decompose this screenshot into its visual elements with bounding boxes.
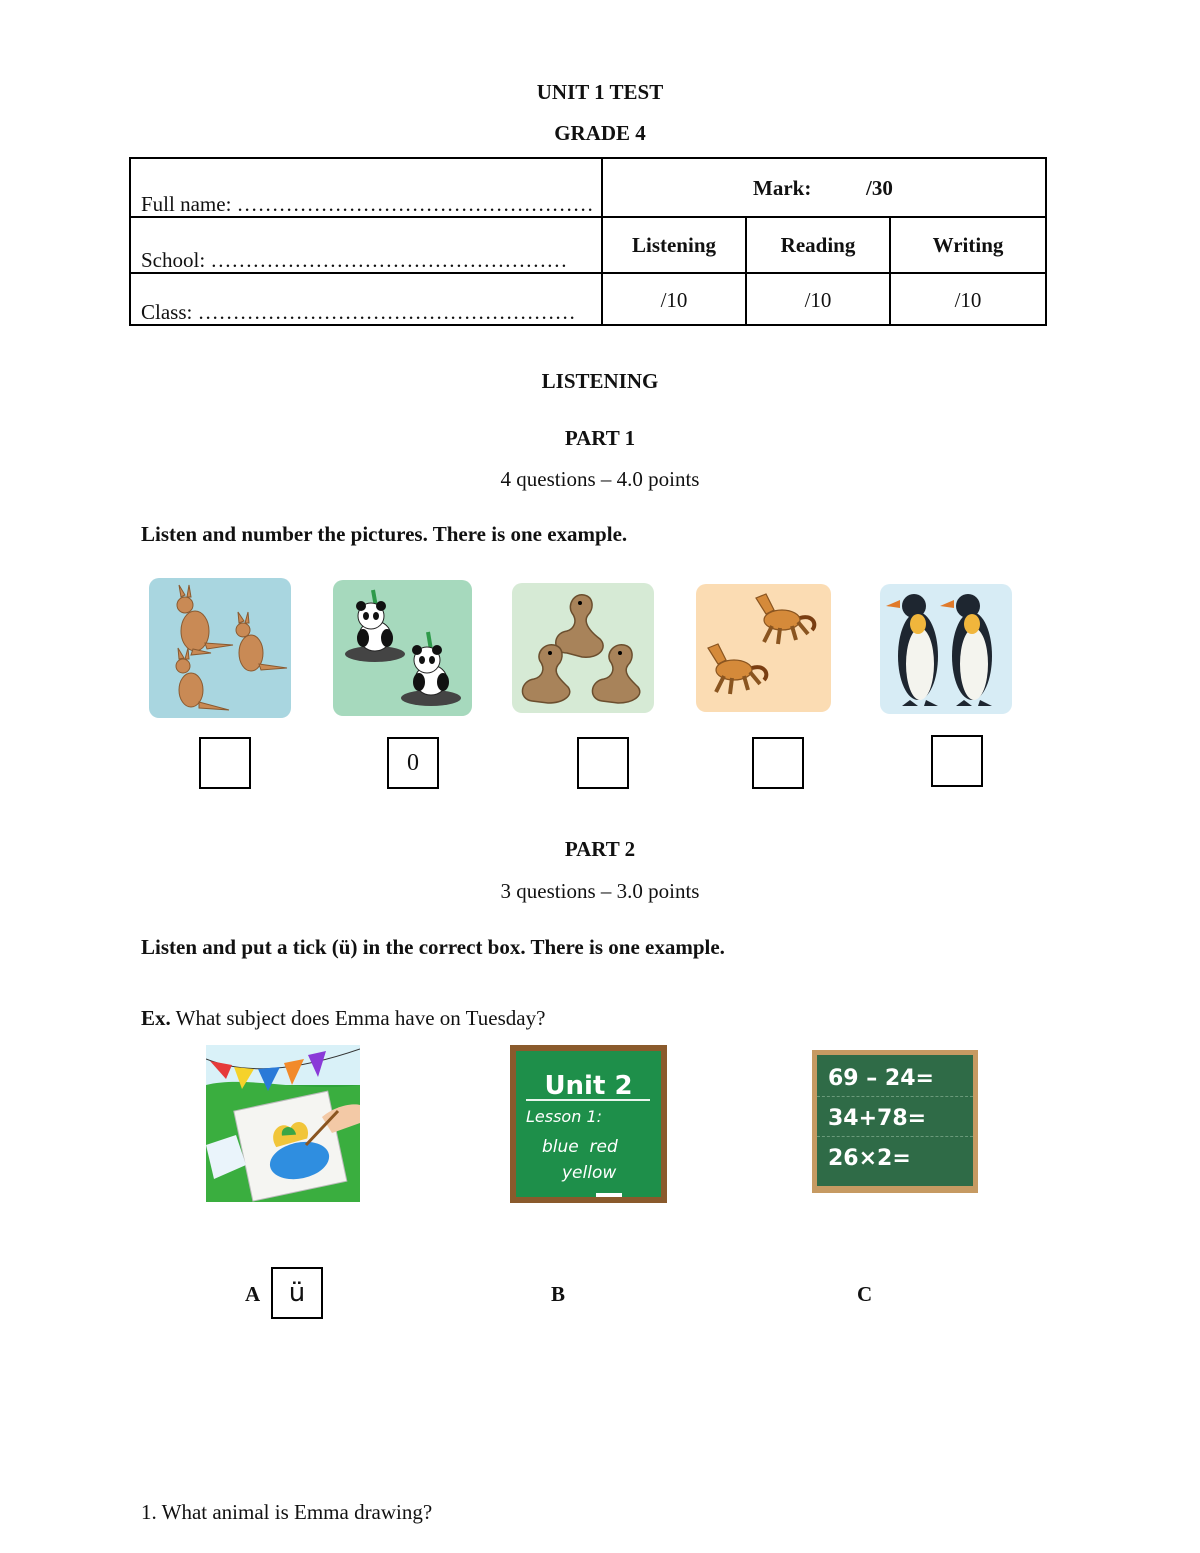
- reading-header: Reading: [780, 233, 856, 257]
- full-name-field: Full name: ……………………………………………: [141, 192, 594, 216]
- board-title: Unit 2: [544, 1071, 633, 1101]
- board-line-colors: blue red: [542, 1137, 618, 1157]
- school-field: School: ……………………………………………: [141, 248, 568, 272]
- maths-line-3: 26×2=: [828, 1146, 911, 1171]
- section-title: LISTENING: [541, 369, 659, 393]
- board-line-lesson: Lesson 1:: [526, 1107, 603, 1126]
- writing-header: Writing: [932, 233, 1004, 257]
- art-class-picture: [206, 1045, 360, 1202]
- option-c-label: C: [857, 1282, 873, 1306]
- answer-box-horses[interactable]: [752, 737, 804, 789]
- answer-box-snakes[interactable]: [577, 737, 629, 789]
- part2-instruction: Listen and put a tick (ü) in the correct box. There is one example.: [141, 935, 725, 959]
- part2-points: 3 questions – 3.0 points: [500, 879, 700, 903]
- part1-title: PART 1: [564, 426, 636, 450]
- board-line-yellow: yellow: [562, 1163, 617, 1183]
- class-field: Class: ………………………………………………: [141, 300, 576, 324]
- answer-box-kangaroos[interactable]: [199, 737, 251, 789]
- answer-box-penguins[interactable]: [931, 735, 983, 787]
- part2-title: PART 2: [564, 837, 636, 861]
- example-prefix: Ex.: [141, 1006, 171, 1030]
- maths-board-picture: [812, 1050, 978, 1193]
- reading-score: /10: [804, 288, 832, 312]
- listening-header: Listening: [631, 233, 717, 257]
- pandas-picture: [333, 580, 472, 716]
- writing-score: /10: [954, 288, 982, 312]
- option-a-tick-box[interactable]: ü: [271, 1267, 323, 1319]
- test-title: UNIT 1 TEST: [536, 80, 664, 104]
- kangaroos-picture: [149, 578, 291, 718]
- question-1: 1. What animal is Emma drawing?: [141, 1500, 433, 1524]
- penguins-picture: [880, 584, 1012, 714]
- part1-points: 4 questions – 4.0 points: [500, 467, 700, 491]
- listening-score: /10: [660, 288, 688, 312]
- info-table: [129, 157, 1047, 326]
- mark-label: Mark:: [753, 176, 812, 200]
- answer-box-pandas[interactable]: 0: [387, 737, 439, 789]
- part1-instruction: Listen and number the pictures. There is one example.: [141, 522, 628, 546]
- english-board-picture: [510, 1045, 667, 1203]
- horses-picture: [696, 584, 831, 712]
- maths-line-2: 34+78=: [828, 1106, 927, 1131]
- option-b-label: B: [551, 1282, 566, 1306]
- maths-line-1: 69 – 24=: [828, 1066, 934, 1091]
- example-question: [141, 1006, 545, 1031]
- option-a-label: A: [245, 1282, 261, 1306]
- grade-label: GRADE 4: [554, 121, 646, 145]
- snakes-picture: [512, 583, 654, 713]
- mark-total: /30: [866, 176, 893, 200]
- example-question-text: What subject does Emma have on Tuesday?: [175, 1006, 546, 1030]
